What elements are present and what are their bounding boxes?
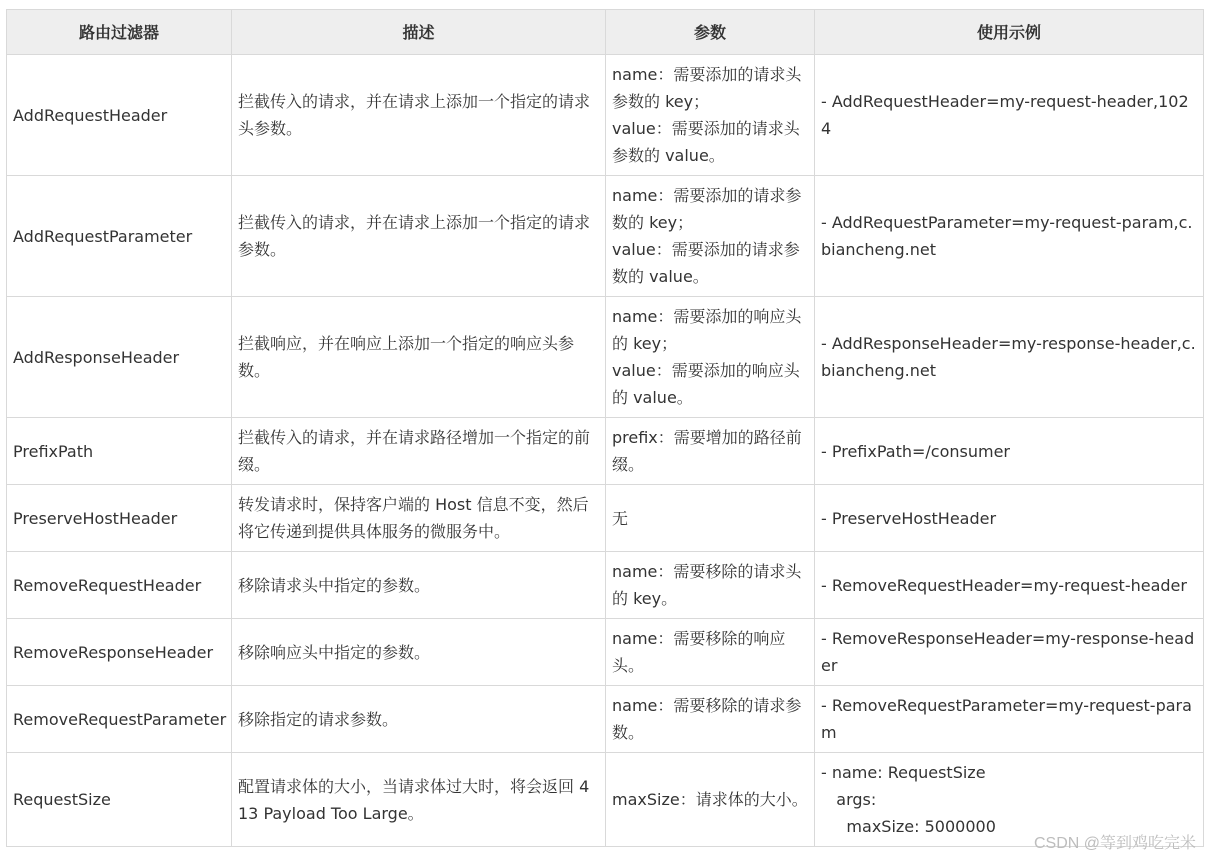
table-row — [7, 753, 1204, 847]
header-example: 使用示例 — [815, 10, 1204, 55]
description-cell: 移除请求头中指定的参数。 — [232, 552, 606, 619]
table-row — [7, 418, 1204, 485]
example-cell — [815, 552, 1204, 619]
example-cell — [815, 485, 1204, 552]
example-line: - PreserveHostHeader — [821, 508, 997, 528]
param-line: 无 — [612, 508, 629, 528]
description-cell: 拦截传入的请求，并在请求路径增加一个指定的前缀。 — [232, 418, 606, 485]
csdn-watermark: CSDN @等到鸡吃完米 — [1033, 835, 1196, 852]
filter-name-cell: RemoveResponseHeader — [7, 619, 232, 686]
example-line: - RemoveRequestHeader=my-request-header — [821, 575, 1187, 595]
param-line: value：需要添加的请求头参数的 value。 — [612, 119, 800, 165]
table-header-row — [7, 10, 1204, 55]
filter-name-cell: AddRequestParameter — [7, 176, 232, 297]
filter-name-cell: AddRequestHeader — [7, 55, 232, 176]
filter-name-cell: PrefixPath — [7, 418, 232, 485]
description-cell: 移除响应头中指定的参数。 — [232, 619, 606, 686]
description-cell: 配置请求体的大小，当请求体过大时，将会返回 413 Payload Too Large。 — [232, 753, 606, 847]
param-line: name：需要添加的请求参数的 key； — [612, 186, 802, 232]
filter-name-cell: AddResponseHeader — [7, 297, 232, 418]
parameters-cell — [606, 753, 815, 847]
filter-name-cell: RemoveRequestHeader — [7, 552, 232, 619]
example-cell — [815, 297, 1204, 418]
example-cell — [815, 619, 1204, 686]
example-line: - RemoveRequestParameter=my-request-param — [821, 696, 1192, 742]
filter-name-cell: RemoveRequestParameter — [7, 686, 232, 753]
header-description: 描述 — [232, 10, 606, 55]
description-cell: 拦截传入的请求，并在请求上添加一个指定的请求参数。 — [232, 176, 606, 297]
example-line: - PrefixPath=/consumer — [821, 441, 1010, 461]
table-row — [7, 485, 1204, 552]
parameters-cell — [606, 418, 815, 485]
example-line: - RemoveResponseHeader=my-response-header — [821, 629, 1195, 675]
filter-name-cell: RequestSize — [7, 753, 232, 847]
filter-name-cell: PreserveHostHeader — [7, 485, 232, 552]
param-line: name：需要添加的响应头的 key； — [612, 307, 802, 353]
example-cell — [815, 686, 1204, 753]
param-line: prefix：需要增加的路径前缀。 — [612, 428, 802, 474]
example-line: - AddResponseHeader=my-response-header,c.biancheng.net — [821, 334, 1196, 380]
example-cell — [815, 55, 1204, 176]
example-cell — [815, 176, 1204, 297]
table-row — [7, 55, 1204, 176]
example-cell — [815, 418, 1204, 485]
param-line: maxSize：请求体的大小。 — [612, 790, 808, 809]
table-row — [7, 686, 1204, 753]
table-row — [7, 552, 1204, 619]
example-line: - AddRequestHeader=my-request-header,1024 — [821, 92, 1189, 138]
description-cell: 移除指定的请求参数。 — [232, 686, 606, 753]
example-line: - name: RequestSize — [821, 763, 986, 782]
description-cell: 拦截响应，并在响应上添加一个指定的响应头参数。 — [232, 297, 606, 418]
param-line: value：需要添加的请求参数的 value。 — [612, 240, 800, 286]
param-line: name：需要添加的请求头参数的 key； — [612, 65, 802, 111]
header-route-filter: 路由过滤器 — [7, 10, 232, 55]
param-line: name：需要移除的请求头的 key。 — [612, 562, 802, 608]
parameters-cell — [606, 176, 815, 297]
route-filter-table — [6, 9, 1204, 847]
parameters-cell — [606, 297, 815, 418]
example-line: - AddRequestParameter=my-request-param,c.biancheng.net — [821, 213, 1193, 259]
param-line: name：需要移除的响应头。 — [612, 629, 786, 675]
parameters-cell — [606, 485, 815, 552]
parameters-cell — [606, 686, 815, 753]
example-line: maxSize: 5000000 — [821, 817, 996, 836]
description-cell: 拦截传入的请求，并在请求上添加一个指定的请求头参数。 — [232, 55, 606, 176]
table-row — [7, 619, 1204, 686]
table-row — [7, 297, 1204, 418]
header-parameters: 参数 — [606, 10, 815, 55]
parameters-cell — [606, 619, 815, 686]
table-row — [7, 176, 1204, 297]
param-line: value：需要添加的响应头的 value。 — [612, 361, 800, 407]
parameters-cell — [606, 55, 815, 176]
param-line: name：需要移除的请求参数。 — [612, 696, 802, 742]
parameters-cell — [606, 552, 815, 619]
example-line: args: — [821, 790, 877, 809]
description-cell: 转发请求时，保持客户端的 Host 信息不变，然后将它传递到提供具体服务的微服务中。 — [232, 485, 606, 552]
